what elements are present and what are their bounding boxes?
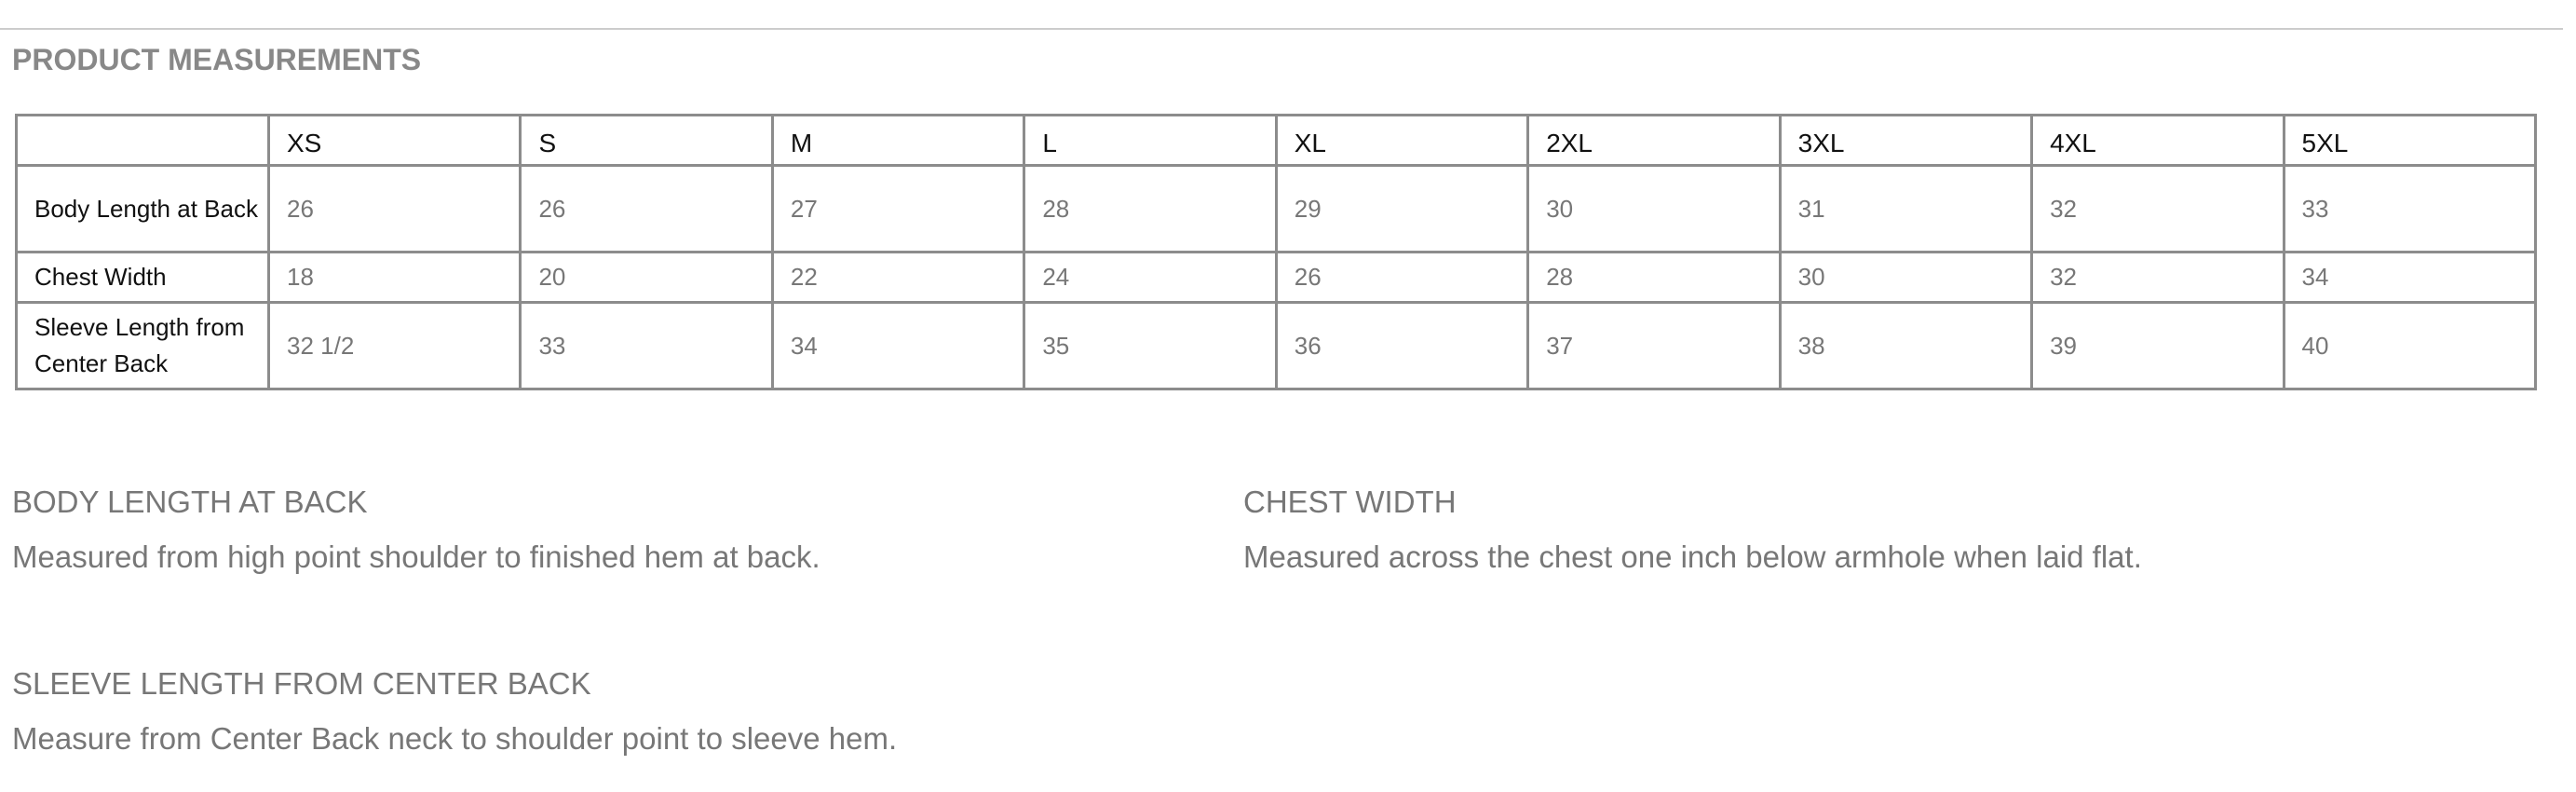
table-row-sleeve-length xyxy=(17,303,2536,389)
table-header-row xyxy=(17,116,2536,166)
sleeve-length-description xyxy=(12,663,897,759)
table-cell: 26 xyxy=(521,166,772,253)
chest-width-text: Measured across the chest one inch below armhole when laid flat. xyxy=(1243,539,2142,574)
row-label-sleeve-length: Sleeve Length from Center Back xyxy=(17,303,269,389)
table-cell: 33 xyxy=(2284,166,2536,253)
table-cell: 36 xyxy=(1276,303,1527,389)
section-title: PRODUCT MEASUREMENTS xyxy=(12,43,422,76)
table-cell: 40 xyxy=(2284,303,2536,389)
table-cell: 24 xyxy=(1024,253,1276,303)
table-corner-cell xyxy=(17,116,269,166)
table-cell: 28 xyxy=(1024,166,1276,253)
chest-width-heading: CHEST WIDTH xyxy=(1243,485,1457,519)
size-header-m: M xyxy=(772,116,1024,166)
size-header-l: L xyxy=(1024,116,1276,166)
table-cell: 39 xyxy=(2032,303,2284,389)
body-length-text: Measured from high point shoulder to finished hem at back. xyxy=(12,539,820,574)
size-header-2xl: 2XL xyxy=(1528,116,1780,166)
table-cell: 32 1/2 xyxy=(269,303,521,389)
table-cell: 26 xyxy=(1276,253,1527,303)
size-header-xs: XS xyxy=(269,116,521,166)
size-header-5xl: 5XL xyxy=(2284,116,2536,166)
top-divider xyxy=(0,28,2563,30)
table-cell: 35 xyxy=(1024,303,1276,389)
size-header-xl: XL xyxy=(1276,116,1527,166)
table-cell: 31 xyxy=(1780,166,2031,253)
table-cell: 18 xyxy=(269,253,521,303)
table-cell: 34 xyxy=(772,303,1024,389)
table-cell: 30 xyxy=(1528,166,1780,253)
body-length-description xyxy=(12,482,820,578)
table-row-body-length xyxy=(17,166,2536,253)
table-row-chest-width xyxy=(17,253,2536,303)
table-cell: 37 xyxy=(1528,303,1780,389)
table-cell: 28 xyxy=(1528,253,1780,303)
sleeve-length-heading: SLEEVE LENGTH FROM CENTER BACK xyxy=(12,666,591,701)
table-cell: 38 xyxy=(1780,303,2031,389)
table-cell: 29 xyxy=(1276,166,1527,253)
chest-width-description xyxy=(1243,482,2142,578)
measurements-table xyxy=(15,114,2537,390)
table-cell: 34 xyxy=(2284,253,2536,303)
table-cell: 32 xyxy=(2032,166,2284,253)
size-header-4xl: 4XL xyxy=(2032,116,2284,166)
row-label-body-length: Body Length at Back xyxy=(17,166,269,253)
row-label-chest-width: Chest Width xyxy=(17,253,269,303)
table-cell: 22 xyxy=(772,253,1024,303)
table-cell: 20 xyxy=(521,253,772,303)
table-cell: 32 xyxy=(2032,253,2284,303)
size-header-s: S xyxy=(521,116,772,166)
size-header-3xl: 3XL xyxy=(1780,116,2031,166)
sleeve-length-text: Measure from Center Back neck to shoulder point to sleeve hem. xyxy=(12,721,898,756)
table-cell: 26 xyxy=(269,166,521,253)
table-cell: 33 xyxy=(521,303,772,389)
table-cell: 27 xyxy=(772,166,1024,253)
body-length-heading: BODY LENGTH AT BACK xyxy=(12,485,368,519)
table-cell: 30 xyxy=(1780,253,2031,303)
